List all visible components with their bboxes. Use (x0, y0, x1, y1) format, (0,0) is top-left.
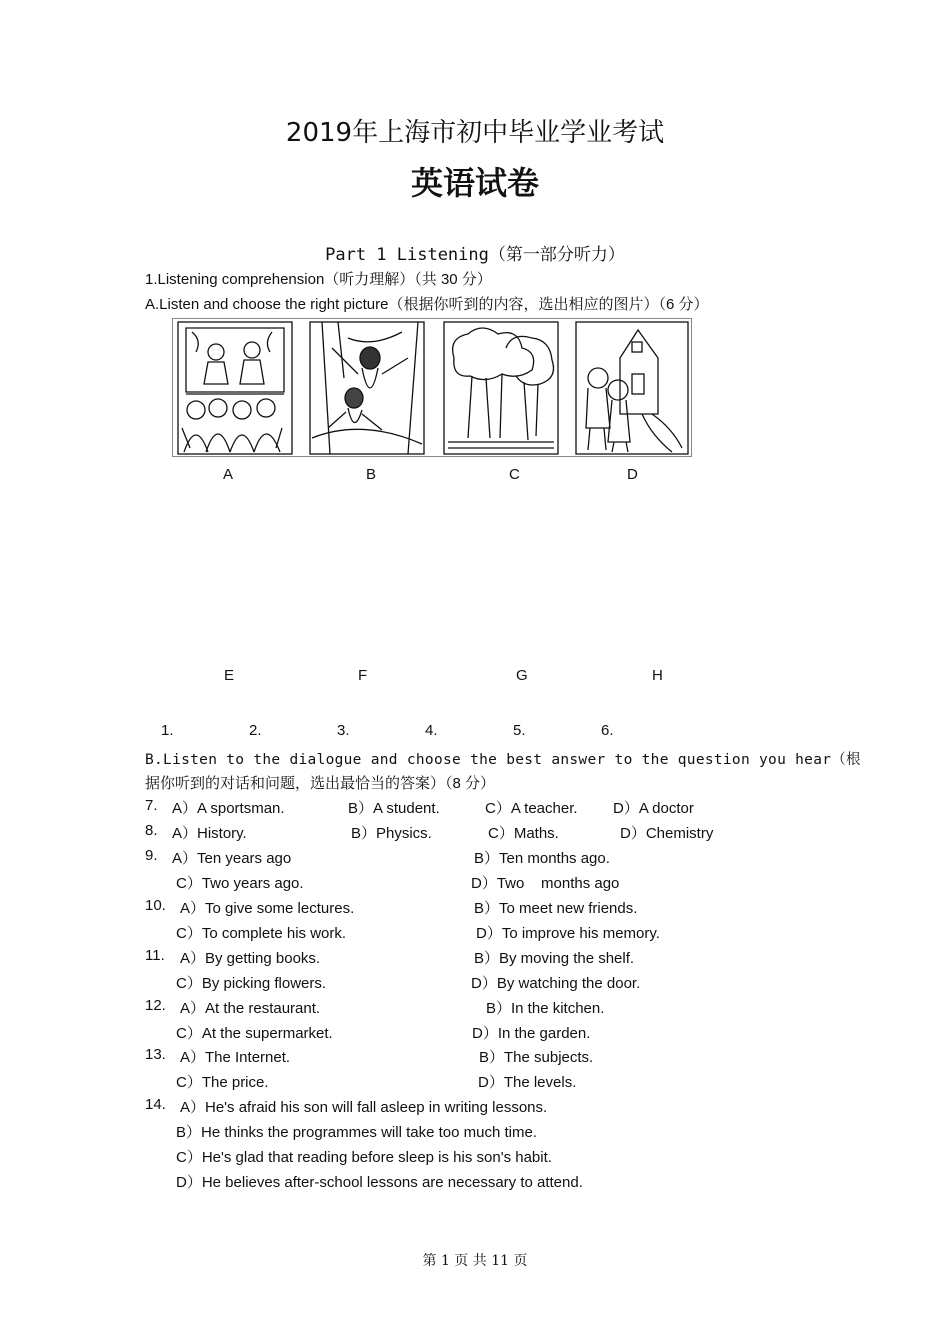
q12-option-d: D）In the garden. (472, 1025, 591, 1042)
q14-option-a: A）He's afraid his son will fall asleep in writing lessons. (180, 1099, 548, 1116)
answer-number-3: 3. (337, 722, 350, 739)
q11-option-c: C）By picking flowers. (176, 975, 327, 992)
picture-letter-E: E (224, 667, 235, 684)
picture-letter-H: H (652, 667, 663, 684)
q12-option-b: B）In the kitchen. (486, 1000, 605, 1017)
q7-option-d: D）A doctor (613, 800, 694, 817)
picture-letter-G: G (516, 667, 528, 684)
q11-option-d: D）By watching the door. (471, 975, 641, 992)
q13-option-c: C）The price. (176, 1074, 269, 1091)
q11-number: 11. (145, 947, 165, 964)
q14-number: 14. (145, 1096, 166, 1113)
q10-option-a: A）To give some lectures. (180, 900, 355, 917)
q8-number: 8. (145, 822, 158, 839)
sectionB-heading-line2: 据你听到的对话和问题，选出最恰当的答案）（8 分） (145, 775, 496, 792)
answer-number-5: 5. (513, 722, 526, 739)
q11-option-b: B）By moving the shelf. (474, 950, 635, 967)
picture-letter-A: A (223, 466, 234, 483)
q7-option-c: C）A teacher. (485, 800, 578, 817)
q9-number: 9. (145, 847, 158, 864)
answer-number-6: 6. (601, 722, 614, 739)
q12-number: 12. (145, 997, 166, 1014)
q8-option-a: A）History. (172, 825, 247, 842)
q7-number: 7. (145, 797, 158, 814)
part1-heading: Part 1 Listening（第一部分听力） (325, 245, 625, 265)
q14-option-d: D）He believes after-school lessons are necessary to attend. (176, 1174, 583, 1191)
q9-option-b: B）Ten months ago. (474, 850, 610, 867)
q12-option-a: A）At the restaurant. (180, 1000, 321, 1017)
q8-option-d: D）Chemistry (620, 825, 714, 842)
q8-option-b: B）Physics. (351, 825, 432, 842)
q13-option-a: A）The Internet. (180, 1049, 291, 1066)
picture-letter-C: C (509, 466, 520, 483)
q13-option-d: D）The levels. (478, 1074, 577, 1091)
exam-title: 2019年上海市初中毕业学业考试 (285, 118, 665, 148)
picture-letter-B: B (366, 466, 377, 483)
section1-heading: 1.Listening comprehension（听力理解）（共 30 分） (145, 271, 492, 288)
q7-option-b: B）A student. (348, 800, 440, 817)
picture-strip (172, 318, 692, 457)
q14-option-c: C）He's glad that reading before sleep is his son's habit. (176, 1149, 552, 1166)
q10-option-d: D）To improve his memory. (476, 925, 660, 942)
q9-option-d: D）Two months ago (471, 875, 620, 892)
q13-option-b: B）The subjects. (479, 1049, 594, 1066)
q7-option-a: A）A sportsman. (172, 800, 285, 817)
q9-option-c: C）Two years ago. (176, 875, 304, 892)
page-footer: 第 1 页 共 11 页 (422, 1253, 528, 1269)
exam-subtitle: 英语试卷 (410, 164, 539, 202)
answer-number-4: 4. (425, 722, 438, 739)
q11-option-a: A）By getting books. (180, 950, 321, 967)
q12-option-c: C）At the supermarket. (176, 1025, 333, 1042)
picture-letter-F: F (358, 667, 368, 684)
q8-option-c: C）Maths. (488, 825, 559, 842)
q13-number: 13. (145, 1046, 166, 1063)
q14-option-b: B）He thinks the programmes will take too much time. (176, 1124, 537, 1141)
q10-option-c: C）To complete his work. (176, 925, 347, 942)
q9-option-a: A）Ten years ago (172, 850, 292, 867)
q10-number: 10. (145, 897, 166, 914)
sectionA-heading: A.Listen and choose the right picture（根据你听到的内容，选出相应的图片）（6 分） (145, 296, 709, 313)
q10-option-b: B）To meet new friends. (474, 900, 638, 917)
answer-number-2: 2. (249, 722, 262, 739)
sectionB-heading-line1: B.Listen to the dialogue and choose the best answer to the question you hear（根 (145, 752, 861, 768)
picture-letter-D: D (627, 466, 638, 483)
answer-number-1: 1. (161, 722, 174, 739)
